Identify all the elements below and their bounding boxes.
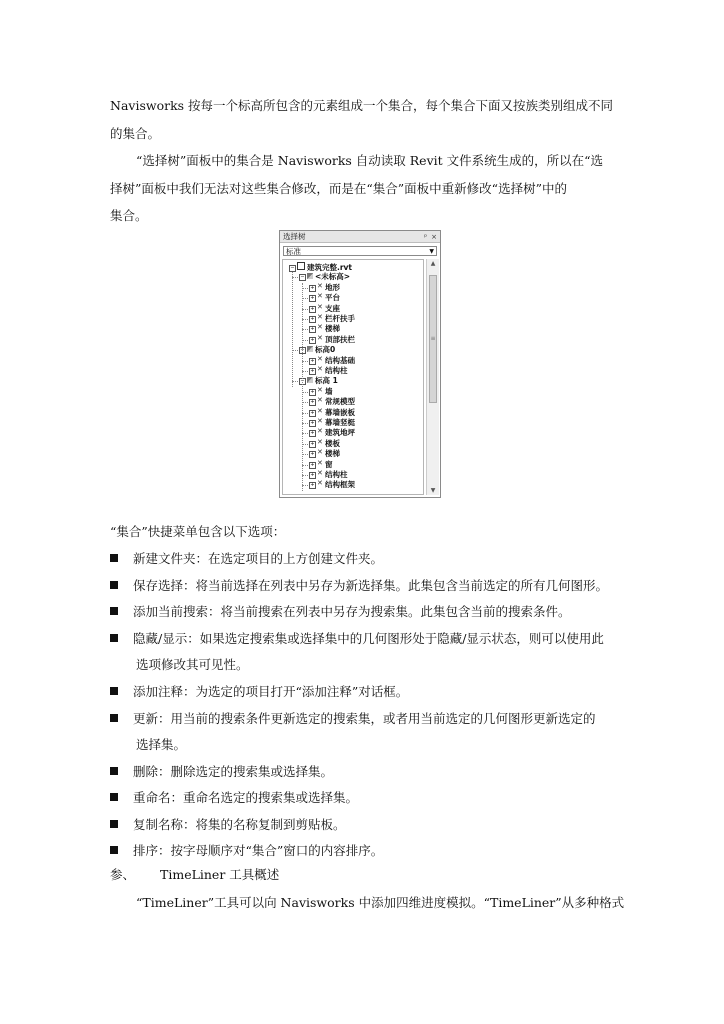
tree-node-label: 结构基础 <box>325 355 355 365</box>
tree-view[interactable] <box>282 259 424 495</box>
bullet-square-icon <box>110 793 118 801</box>
tree-node[interactable] <box>309 387 333 396</box>
expand-icon[interactable]: + <box>310 482 315 489</box>
expand-icon[interactable]: + <box>310 461 315 468</box>
paragraph-1-line-2: 的集合。 <box>110 126 161 141</box>
layer-icon <box>307 273 313 279</box>
tree-node-label: 建筑地坪 <box>325 428 355 438</box>
category-icon <box>317 336 323 342</box>
expand-icon[interactable]: + <box>310 420 315 426</box>
tree-node[interactable] <box>309 428 355 437</box>
tree-node-label: 栏杆扶手 <box>325 314 355 323</box>
list-intro: “集合”快捷菜单包含以下选项： <box>110 524 286 539</box>
bullet-square-icon <box>110 820 118 828</box>
layer-icon <box>307 346 313 352</box>
paragraph-3-line-1: “TimeLiner”工具可以向 Navisworks 中添加四维进度模拟。“TimeLiner”从多种格式 <box>136 895 625 910</box>
list-item-continuation: 选项修改其可见性。 <box>136 657 249 672</box>
tree-node-label: 常规模型 <box>325 397 355 407</box>
grip-icon: ≡ <box>430 335 436 342</box>
list-item <box>110 843 383 859</box>
layer-icon <box>307 377 313 383</box>
list-item-text: 重命名：重命名选定的搜索集或选择集。 <box>133 790 359 805</box>
list-item-text: 添加当前搜索：将当前搜索在列表中另存为搜索集。此集包含当前的搜索条件。 <box>133 604 571 619</box>
file-icon <box>297 262 305 270</box>
tree-node[interactable] <box>309 480 355 489</box>
category-icon <box>317 325 323 331</box>
category-icon <box>317 429 323 435</box>
tree-node[interactable] <box>309 397 355 406</box>
bullet-square-icon <box>110 607 118 615</box>
tree-guide-line <box>292 272 293 386</box>
bullet-square-icon <box>110 767 118 775</box>
list-item <box>110 817 346 833</box>
expand-icon[interactable]: + <box>310 440 315 447</box>
list-item-text: 新建文件夹：在选定项目的上方创建文件夹。 <box>133 551 384 566</box>
list-item-text: 更新：用当前的搜索条件更新选定的搜索集，或者用当前选定的几何图形更新选定的 <box>133 711 596 726</box>
list-item <box>110 578 608 594</box>
expand-icon[interactable]: + <box>310 305 315 312</box>
bullet-square-icon <box>110 581 118 589</box>
bullet-square-icon <box>110 634 118 642</box>
tree-node[interactable] <box>309 304 340 313</box>
category-icon <box>317 388 323 394</box>
category-icon <box>317 461 323 467</box>
category-icon <box>317 398 323 404</box>
list-item <box>110 631 604 647</box>
expand-icon[interactable]: + <box>310 357 315 364</box>
list-item <box>110 790 358 806</box>
section-title: TimeLiner 工具概述 <box>160 867 280 882</box>
tree-node[interactable] <box>299 345 335 354</box>
paragraph-1-line-1: Navisworks 按每一个标高所包含的元素组成一个集合，每个集合下面又按族类别组成不同 <box>110 98 614 113</box>
tree-scrollbar[interactable] <box>426 259 439 495</box>
list-item <box>110 711 596 727</box>
tree-node[interactable] <box>309 460 333 469</box>
panel-title: 选择树 <box>283 232 306 241</box>
collapse-icon[interactable]: − <box>300 347 305 354</box>
list-item-continuation: 选择集。 <box>136 737 187 752</box>
tree-node-label: 建筑完整.rvt <box>307 263 353 272</box>
expand-icon[interactable]: + <box>310 399 315 406</box>
tree-node[interactable] <box>309 356 355 365</box>
tree-node-label: 幕墙嵌板 <box>325 407 355 417</box>
list-item-text: 隐藏/显示：如果选定搜索集或选择集中的几何图形处于隐藏/显示状态，则可以使用此 <box>133 631 604 646</box>
tree-node-label: 平台 <box>325 293 340 303</box>
list-item <box>110 684 408 700</box>
category-icon <box>317 367 323 373</box>
section-number: 参、 <box>110 867 136 882</box>
paragraph-2-line-3: 集合。 <box>110 208 148 223</box>
selection-tree-panel <box>279 230 441 498</box>
expand-icon[interactable]: + <box>310 430 315 437</box>
tree-node-label: 墙 <box>325 386 333 396</box>
tree-node-label: <未标高> <box>315 272 351 282</box>
bullet-square-icon <box>110 714 118 722</box>
tree-node[interactable] <box>309 449 340 458</box>
category-icon <box>317 305 323 311</box>
paragraph-2-line-1: “选择树”面板中的集合是 Navisworks 自动读取 Revit 文件系统生成的，所以在“选 <box>136 153 604 168</box>
expand-icon[interactable]: + <box>310 409 315 416</box>
category-icon <box>317 471 323 477</box>
close-icon[interactable]: × <box>431 232 437 241</box>
tree-node-label: 楼梯 <box>325 324 340 334</box>
list-item-text: 添加注释：为选定的项目打开“添加注释”对话框。 <box>133 684 409 699</box>
tree-guide-line <box>302 283 303 491</box>
category-icon <box>317 409 323 415</box>
category-icon <box>317 440 323 446</box>
tree-node[interactable] <box>309 470 348 479</box>
list-item-text: 删除：删除选定的搜索集或选择集。 <box>133 764 334 779</box>
expand-icon[interactable]: + <box>310 388 315 395</box>
list-item <box>110 551 383 567</box>
collapse-icon[interactable]: − <box>290 265 295 271</box>
tree-node[interactable] <box>309 439 340 448</box>
list-item-text: 保存选择：将当前选择在列表中另存为新选择集。此集包含当前选定的所有几何图形。 <box>133 578 609 593</box>
tree-node[interactable] <box>309 408 355 417</box>
expand-icon[interactable]: + <box>310 284 315 291</box>
bullet-square-icon <box>110 846 118 854</box>
expand-icon[interactable]: + <box>310 451 315 458</box>
tree-node[interactable] <box>309 335 355 344</box>
tree-node-label: 地形 <box>325 282 340 292</box>
tree-node-label: 顶部扶栏 <box>325 334 355 344</box>
tree-node-label: 结构柱 <box>325 470 348 479</box>
category-icon <box>317 357 323 363</box>
tree-node[interactable] <box>299 376 338 385</box>
tree-node[interactable] <box>309 314 355 323</box>
tree-node-label: 楼梯 <box>325 449 340 459</box>
tree-node-label: 楼板 <box>325 438 340 448</box>
category-icon <box>317 481 323 487</box>
expand-icon[interactable]: + <box>310 336 315 343</box>
list-item-text: 复制名称：将集的名称复制到剪贴板。 <box>133 817 346 832</box>
category-icon <box>317 315 323 321</box>
tree-node[interactable] <box>309 293 340 302</box>
tree-node-label: 结构柱 <box>325 366 348 375</box>
chevron-down-icon: ▼ <box>429 247 434 255</box>
tree-node-label: 标高0 <box>315 345 336 355</box>
tree-node[interactable] <box>309 366 348 375</box>
scroll-up-icon[interactable]: ▲ <box>430 260 436 267</box>
tree-node[interactable] <box>289 262 352 271</box>
expand-icon[interactable]: + <box>310 472 315 478</box>
pin-icon[interactable]: ᵖ <box>424 232 428 241</box>
mode-select[interactable] <box>283 246 437 256</box>
bullet-square-icon <box>110 554 118 562</box>
tree-node-label: 标高 1 <box>315 376 338 386</box>
panel-titlebar <box>280 231 440 243</box>
expand-icon[interactable]: + <box>310 326 315 333</box>
tree-node-label: 支座 <box>325 303 340 313</box>
tree-node[interactable] <box>299 272 350 281</box>
tree-node[interactable] <box>309 324 340 333</box>
collapse-icon[interactable]: − <box>300 378 305 385</box>
collapse-icon[interactable]: − <box>300 274 305 281</box>
category-icon <box>317 450 323 456</box>
scroll-down-icon[interactable]: ▼ <box>430 487 436 494</box>
tree-node-label: 结构框架 <box>325 480 355 490</box>
tree-node[interactable] <box>309 283 340 292</box>
list-item-text: 排序：按字母顺序对“集合”窗口的内容排序。 <box>133 843 384 858</box>
list-item <box>110 604 571 620</box>
expand-icon[interactable]: + <box>310 368 315 374</box>
expand-icon[interactable]: + <box>310 316 315 322</box>
paragraph-2-line-2: 择树”面板中我们无法对这些集合修改，而是在“集合”面板中重新修改“选择树”中的 <box>110 181 567 196</box>
tree-node[interactable] <box>309 418 355 427</box>
tree-node-label: 窗 <box>325 459 333 469</box>
category-icon <box>317 294 323 300</box>
list-item <box>110 764 333 780</box>
category-icon <box>317 419 323 425</box>
mode-select-value: 标准 <box>286 246 301 256</box>
expand-icon[interactable]: + <box>310 295 315 302</box>
bullet-square-icon <box>110 687 118 695</box>
tree-node-label: 幕墙竖梃 <box>325 418 355 427</box>
category-icon <box>317 284 323 290</box>
